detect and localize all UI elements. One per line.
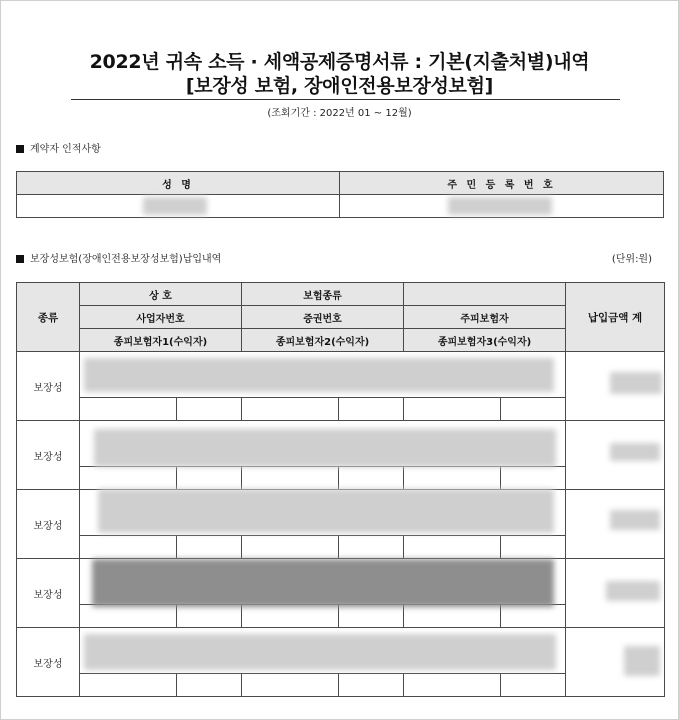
name-header: 성 명 [17,172,340,195]
insurance-type-header: 보험종류 [242,283,404,306]
table-row [17,559,665,605]
row-details-redacted [80,628,566,674]
kind-cell: 보장성 [17,628,80,697]
sub-insured1-header: 종피보험자1(수익자) [80,329,242,352]
total-header: 납입금액 계 [566,283,665,352]
kind-cell: 보장성 [17,421,80,490]
kind-header: 종류 [17,283,80,352]
inquiry-period: (조회기간 : 2022년 01 ~ 12월) [267,108,412,119]
document-title-line1: 2022년 귀속 소득 · 세액공제증명서류 : 기본(지출처별)내역 [89,51,590,73]
company-header: 상 호 [80,283,242,306]
contractor-section-title: 계약자 인적사항 [30,144,101,155]
table-row [17,421,665,467]
kind-cell: 보장성 [17,490,80,559]
biz-no-header: 사업자번호 [80,306,242,329]
name-value-redacted [17,195,340,218]
table-row [17,628,665,674]
square-bullet-icon [16,145,24,153]
sub-insured3-header: 종피보험자3(수익자) [404,329,566,352]
amount-redacted [566,559,665,628]
contractor-table [16,171,664,218]
title-divider [71,99,620,100]
amount-redacted [566,352,665,421]
policy-no-header: 증권번호 [242,306,404,329]
amount-redacted [566,421,665,490]
amount-redacted [566,490,665,559]
row-details-redacted [80,352,566,398]
rrn-value-redacted [340,195,664,218]
row-details-redacted [80,490,566,536]
main-insured-header: 주피보험자 [404,306,566,329]
unit-label: (단위:원) [611,254,652,265]
payment-section-title: 보장성보험(장애인전용보장성보험)납입내역 [30,254,222,265]
contractor-section-heading [16,140,101,155]
rrn-header: 주 민 등 록 번 호 [340,172,664,195]
payment-table [16,282,665,697]
kind-cell: 보장성 [17,559,80,628]
row-details-redacted [80,421,566,467]
amount-redacted [566,628,665,697]
table-row [17,490,665,536]
row-details-redacted [80,559,566,605]
payment-section-heading [16,250,221,265]
document-title-line2: [보장성 보험, 장애인전용보장성보험] [185,75,494,97]
blank-header [404,283,566,306]
table-row [17,352,665,398]
kind-cell: 보장성 [17,352,80,421]
square-bullet-icon [16,255,24,263]
sub-insured2-header: 종피보험자2(수익자) [242,329,404,352]
